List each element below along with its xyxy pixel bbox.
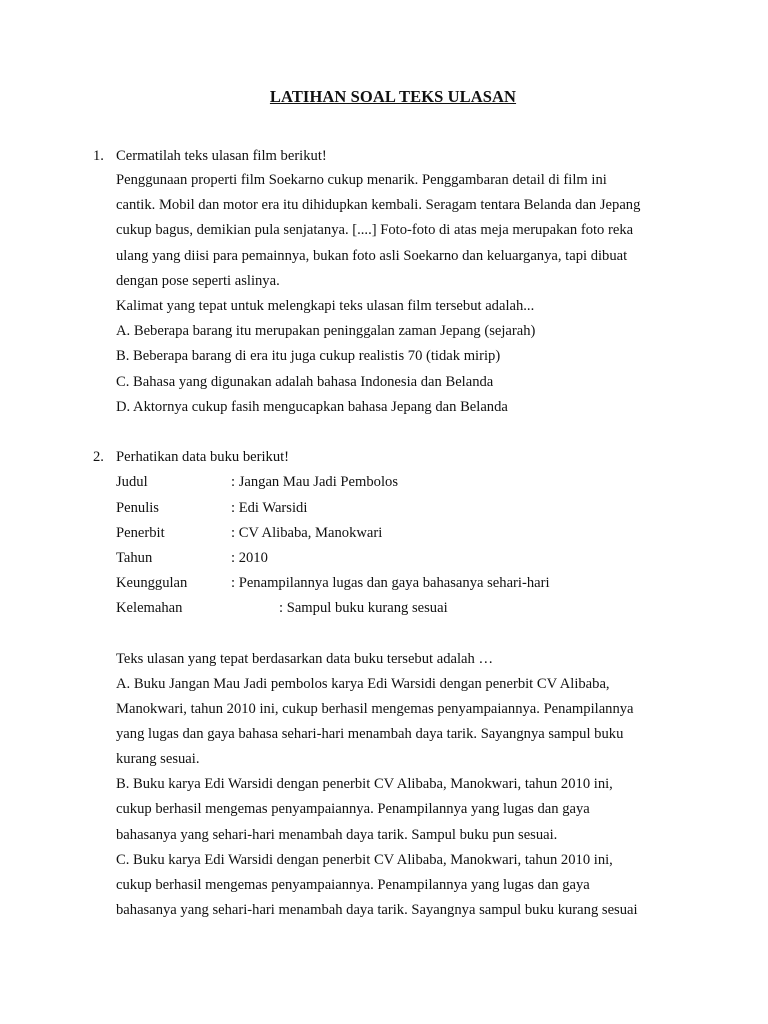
book-field-label: Tahun <box>116 550 153 566</box>
question-2-option-b-line: bahasanya yang sehari-hari menambah daya tarik. Sampul buku pun sesuai. <box>116 827 558 843</box>
question-2-option-b-line: cukup berhasil mengemas penyampaiannya. Penampilannya yang lugas dan gaya <box>116 801 590 817</box>
book-field-value: : 2010 <box>231 550 268 566</box>
book-field-value: : Sampul buku kurang sesuai <box>279 600 448 616</box>
question-1-option-c: C. Bahasa yang digunakan adalah bahasa Indonesia dan Belanda <box>116 374 494 390</box>
question-2-option-a-line: Manokwari, tahun 2010 ini, cukup berhasil mengemas penyampaiannya. Penampilannya <box>116 701 634 717</box>
question-1-option-d: D. Aktornya cukup fasih mengucapkan bahasa Jepang dan Belanda <box>116 399 508 415</box>
book-field-label: Kelemahan <box>116 600 183 616</box>
question-2-option-c-line: cukup berhasil mengemas penyampaiannya. Penampilannya yang lugas dan gaya <box>116 877 590 893</box>
question-2-question: Teks ulasan yang tepat berdasarkan data buku tersebut adalah … <box>116 651 494 667</box>
question-1-passage-line: ulang yang diisi para pemainnya, bukan foto asli Soekarno dan keluarganya, tapi dibuat <box>116 248 628 264</box>
book-field-label: Keunggulan <box>116 575 188 591</box>
book-field-value: : Edi Warsidi <box>231 500 308 516</box>
question-2-option-c-line: bahasanya yang sehari-hari menambah daya tarik. Sayangnya sampul buku kurang sesuai <box>116 902 638 918</box>
book-field-label: Judul <box>116 474 148 490</box>
question-1-passage-line: cukup bagus, demikian pula senjatanya. [....] Foto-foto di atas meja merupakan foto reka <box>116 222 634 238</box>
question-2-option-a-line: yang lugas dan gaya bahasa sehari-hari menambah daya tarik. Sayangnya sampul buku <box>116 726 624 742</box>
question-1-option-a: A. Beberapa barang itu merupakan peninggalan zaman Jepang (sejarah) <box>116 323 536 339</box>
book-field-value: : Jangan Mau Jadi Pembolos <box>231 474 399 490</box>
book-field-label: Penulis <box>116 500 159 516</box>
question-1-passage-line: cantik. Mobil dan motor era itu dihidupkan kembali. Seragam tentara Belanda dan Jepang <box>116 197 641 213</box>
page-title: LATIHAN SOAL TEKS ULASAN <box>269 87 517 106</box>
question-2-option-a-line: A. Buku Jangan Mau Jadi pembolos karya Edi Warsidi dengan penerbit CV Alibaba, <box>116 676 610 692</box>
question-1-prompt: Cermatilah teks ulasan film berikut! <box>116 148 327 164</box>
question-2-option-c-line: C. Buku karya Edi Warsidi dengan penerbit CV Alibaba, Manokwari, tahun 2010 ini, <box>116 852 613 868</box>
book-field-value: : Penampilannya lugas dan gaya bahasanya sehari-hari <box>231 575 550 591</box>
question-2-number: 2. <box>93 449 104 465</box>
book-field-label: Penerbit <box>116 525 165 541</box>
question-2-option-a-line: kurang sesuai. <box>116 751 200 767</box>
question-1-passage-line: dengan pose seperti aslinya. <box>116 273 280 289</box>
question-1-passage-line: Penggunaan properti film Soekarno cukup menarik. Penggambaran detail di film ini <box>116 172 607 188</box>
question-1-question: Kalimat yang tepat untuk melengkapi teks ulasan film tersebut adalah... <box>116 298 535 314</box>
question-1-option-b: B. Beberapa barang di era itu juga cukup realistis 70 (tidak mirip) <box>116 348 501 364</box>
question-1-number: 1. <box>93 148 104 164</box>
question-2-prompt: Perhatikan data buku berikut! <box>116 449 290 465</box>
question-2-option-b-line: B. Buku karya Edi Warsidi dengan penerbit CV Alibaba, Manokwari, tahun 2010 ini, <box>116 776 613 792</box>
book-field-value: : CV Alibaba, Manokwari <box>231 525 383 541</box>
